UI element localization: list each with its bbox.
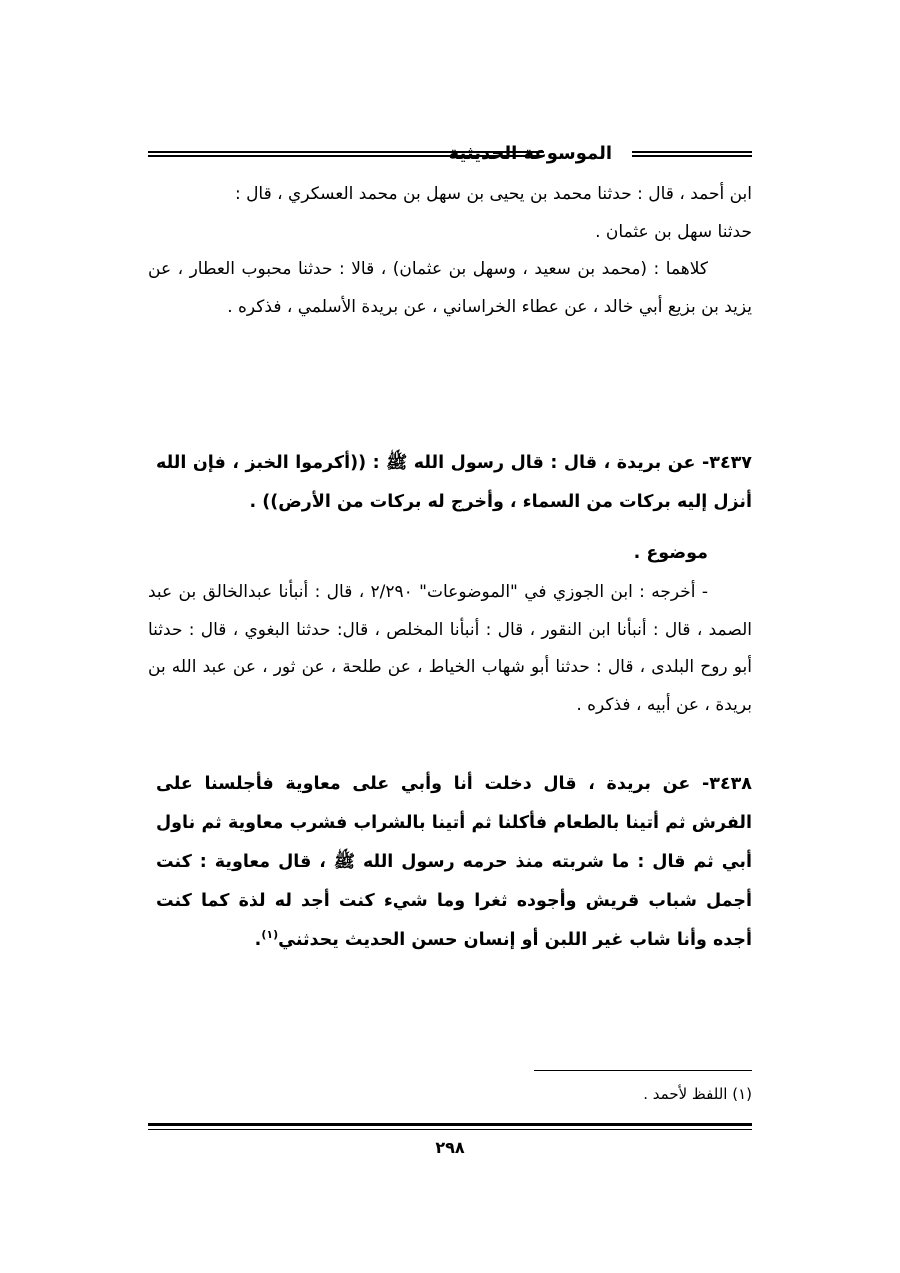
book-page bbox=[148, 138, 752, 1168]
hadith-3438-ending: . bbox=[254, 930, 262, 950]
footnote-1: (١) اللفظ لأحمد . bbox=[643, 1085, 752, 1103]
hadith-3437-verdict: موضوع . bbox=[633, 543, 708, 563]
header-rule-right bbox=[632, 151, 752, 157]
intro-paragraph-2: كلاهما : (محمد بن سعيد ، وسهل بن عثمان) ، قالا : حدثنا محبوب العطار ، عن يزيد بن بزيع أبي خالد ، عن عطاء الخراساني ، عن بريدة الأسلمي ، فذكره . bbox=[148, 259, 752, 317]
hadith-3437-number: ٣٤٣٧- bbox=[702, 453, 752, 473]
hadith-3437 bbox=[156, 444, 752, 522]
intro-text bbox=[148, 176, 752, 326]
hadith-3438-text: عن بريدة ، قال دخلت أنا وأبي على معاوية فأجلسنا على الفرش ثم أتينا بالطعام فأكلنا ثم أتينا بالشراب فشرب معاوية ثم ناول أبي ثم قال : ما شربته منذ حرمه رسول الله ﷺ ، قال معاوية : كنت أجمل شباب قريش وأجوده ثغرا وما شيء كنت أجد له لذة كما كنت أجده وأنا شاب غير اللبن أو إنسان حسن الحديث يحدثني bbox=[156, 774, 752, 950]
header-title: الموسوعة الحديثية bbox=[448, 143, 612, 164]
hadith-3438-number: ٣٤٣٨- bbox=[702, 774, 752, 794]
hadith-3437-body bbox=[156, 444, 752, 522]
footer-rule bbox=[148, 1123, 752, 1130]
running-header bbox=[148, 138, 752, 174]
intro-line-1: ابن أحمد ، قال : حدثنا محمد بن يحيى بن سهل بن محمد العسكري ، قال : bbox=[234, 184, 752, 204]
intro-line-2: حدثنا سهل بن عثمان . bbox=[595, 221, 752, 242]
hadith-3437-takhrij: - أخرجه : ابن الجوزي في "الموضوعات" ٢/٢٩٠ ، قال : أنبأنا عبدالخالق بن عبد الصمد ، قال : أنبأنا ابن النقور ، قال : أنبأنا المخلص ، قال: حدثنا البغوي ، قال : حدثنا أبو روح البلدى ، قال : حدثنا أبو شهاب الخياط ، عن طلحة ، عن ثور ، عن عبد الله بن بريدة ، عن أبيه ، فذكره . bbox=[148, 582, 752, 715]
hadith-3438 bbox=[156, 765, 752, 960]
footnote-separator bbox=[534, 1070, 752, 1071]
footnote-marker: (١) bbox=[261, 928, 279, 942]
hadith-3437-text: عن بريدة ، قال : قال رسول الله ﷺ : ((أكرموا الخبز ، فإن الله أنزل إليه بركات من السماء ، وأخرج له بركات من الأرض)) . bbox=[156, 453, 752, 512]
hadith-3438-body bbox=[156, 765, 752, 960]
page-number: ٢٩٨ bbox=[435, 1138, 465, 1157]
